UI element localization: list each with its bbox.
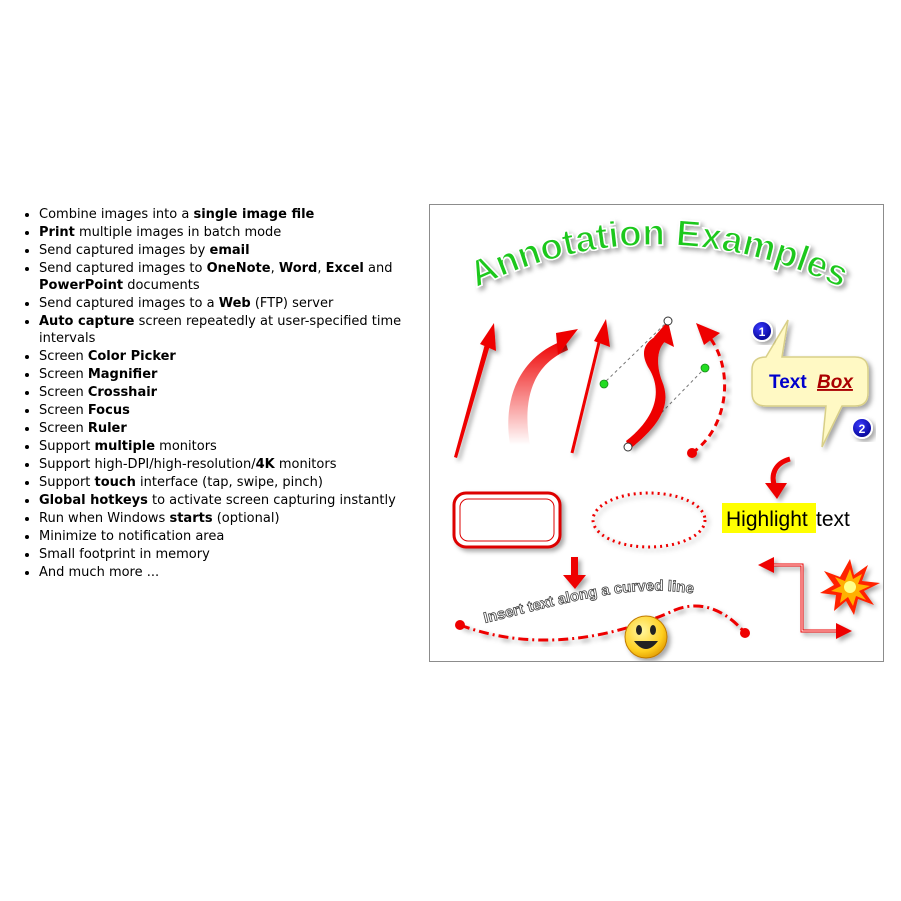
feature-text-segment: , bbox=[270, 261, 279, 276]
feature-text-segment: (optional) bbox=[212, 511, 280, 526]
feature-item bbox=[39, 455, 434, 473]
annotation-title bbox=[463, 212, 855, 295]
feature-bold-text: Excel bbox=[325, 261, 364, 276]
feature-bold-text: starts bbox=[169, 511, 213, 526]
feature-text-segment: Minimize to notification area bbox=[39, 529, 225, 544]
feature-bold-text: Global hotkeys bbox=[39, 493, 148, 508]
feature-item bbox=[39, 401, 434, 419]
feature-item bbox=[39, 294, 434, 312]
feature-text-segment: to activate screen capturing instantly bbox=[147, 493, 396, 508]
feature-text bbox=[39, 384, 434, 401]
number-badge-2 bbox=[852, 418, 872, 438]
annotation-title-text: Annotation Examples bbox=[462, 211, 855, 296]
feature-text-segment: (FTP) server bbox=[250, 296, 334, 311]
dotted-ellipse-shape bbox=[593, 493, 705, 547]
feature-item bbox=[39, 205, 434, 223]
feature-item bbox=[39, 545, 434, 563]
feature-text-segment: documents bbox=[123, 278, 200, 293]
feature-item bbox=[39, 491, 434, 509]
feature-bold-text: Auto capture bbox=[39, 314, 135, 329]
feature-text bbox=[39, 402, 434, 419]
feature-text bbox=[39, 492, 434, 509]
feature-item bbox=[39, 437, 434, 455]
feature-bold-text: single image file bbox=[193, 207, 315, 222]
badge-2-label: 2 bbox=[858, 422, 866, 436]
feature-bold-text: Web bbox=[218, 296, 251, 311]
feature-text bbox=[39, 224, 434, 241]
feature-item bbox=[39, 509, 434, 527]
feature-text-segment: Screen bbox=[39, 403, 88, 418]
badge-1-label: 1 bbox=[758, 325, 766, 339]
feature-item bbox=[39, 223, 434, 241]
feature-text-segment: Small footprint in memory bbox=[39, 547, 210, 562]
feature-bold-text: Color Picker bbox=[87, 349, 176, 364]
feature-text-segment: and bbox=[363, 261, 393, 276]
feature-text-segment: Send captured images by bbox=[39, 243, 210, 258]
number-badge-1 bbox=[752, 321, 772, 341]
feature-text-segment: And much more ... bbox=[39, 565, 160, 580]
feature-text bbox=[39, 528, 434, 545]
feature-text-segment: interface (tap, swipe, pinch) bbox=[135, 475, 323, 490]
feature-text-segment: Screen bbox=[39, 385, 88, 400]
feature-item bbox=[39, 473, 434, 491]
feature-bold-text: PowerPoint bbox=[39, 278, 124, 293]
feature-text bbox=[39, 456, 434, 473]
rounded-rectangle-shape bbox=[454, 493, 560, 547]
feature-item bbox=[39, 259, 434, 294]
feature-bold-text: Magnifier bbox=[87, 367, 158, 382]
feature-text-segment: Combine images into a bbox=[39, 207, 194, 222]
feature-bold-text: Crosshair bbox=[87, 385, 158, 400]
feature-text bbox=[39, 348, 434, 365]
feature-item bbox=[39, 347, 434, 365]
feature-item bbox=[39, 365, 434, 383]
highlight-word: Highlight bbox=[726, 508, 808, 531]
fading-curved-arrow-icon bbox=[508, 329, 578, 445]
feature-text-segment: monitors bbox=[155, 439, 217, 454]
feature-text bbox=[39, 242, 434, 259]
straight-arrow-icon bbox=[454, 323, 496, 458]
smiley-icon bbox=[625, 616, 667, 658]
textbox-word-text: Text bbox=[769, 372, 807, 393]
feature-bold-text: OneNote bbox=[206, 261, 271, 276]
feature-text-segment: Screen bbox=[39, 421, 88, 436]
feature-item bbox=[39, 383, 434, 401]
feature-bold-text: Word bbox=[278, 261, 318, 276]
annotation-examples-image bbox=[429, 204, 884, 662]
feature-item bbox=[39, 563, 434, 581]
feature-text-segment: Send captured images to a bbox=[39, 296, 219, 311]
feature-bold-text: Ruler bbox=[87, 421, 127, 436]
feature-text-segment: Screen bbox=[39, 367, 88, 382]
feature-text bbox=[39, 366, 434, 383]
feature-item bbox=[39, 527, 434, 545]
textbox-word-box: Box bbox=[817, 372, 853, 393]
feature-text-segment: Screen bbox=[39, 349, 88, 364]
feature-text bbox=[39, 295, 434, 312]
feature-text-segment: Run when Windows bbox=[39, 511, 170, 526]
highlight-text-example bbox=[722, 503, 850, 533]
feature-item bbox=[39, 419, 434, 437]
feature-text-segment: Support high-DPI/high-resolution/ bbox=[39, 457, 256, 472]
down-arrow-icon bbox=[563, 557, 586, 589]
highlight-rest: text bbox=[816, 508, 850, 531]
feature-text bbox=[39, 546, 434, 563]
curved-text-path: Insert text along a curved line bbox=[481, 577, 696, 627]
feature-bold-text: 4K bbox=[255, 457, 275, 472]
feature-bold-text: multiple bbox=[94, 439, 156, 454]
feature-text bbox=[39, 420, 434, 437]
feature-text bbox=[39, 564, 434, 581]
feature-text-segment: Send captured images to bbox=[39, 261, 207, 276]
dashed-curved-arrow-icon bbox=[687, 323, 725, 458]
feature-text-segment: Support bbox=[39, 439, 95, 454]
feature-bold-text: email bbox=[209, 243, 250, 258]
feature-text bbox=[39, 313, 434, 347]
feature-bold-text: touch bbox=[94, 475, 136, 490]
feature-bold-text: Print bbox=[39, 225, 75, 240]
curved-arrow-down-icon bbox=[765, 459, 790, 499]
feature-text-segment: monitors bbox=[274, 457, 337, 472]
annotation-canvas bbox=[430, 205, 884, 662]
feature-text-segment: screen repeatedly at user-specified time intervals bbox=[39, 314, 402, 346]
feature-text-segment: , bbox=[317, 261, 326, 276]
feature-text bbox=[39, 474, 434, 491]
feature-text bbox=[39, 260, 434, 294]
feature-text bbox=[39, 438, 434, 455]
feature-text bbox=[39, 510, 434, 527]
feature-item bbox=[39, 241, 434, 259]
feature-text-segment: multiple images in batch mode bbox=[74, 225, 282, 240]
explosion-star-icon bbox=[820, 559, 880, 615]
feature-text bbox=[39, 206, 434, 223]
feature-list bbox=[19, 205, 434, 581]
s-curve-arrow-icon bbox=[600, 317, 709, 451]
feature-item bbox=[39, 312, 434, 347]
curved-text bbox=[482, 578, 695, 627]
feature-text-segment: Support bbox=[39, 475, 95, 490]
feature-bold-text: Focus bbox=[87, 403, 130, 418]
